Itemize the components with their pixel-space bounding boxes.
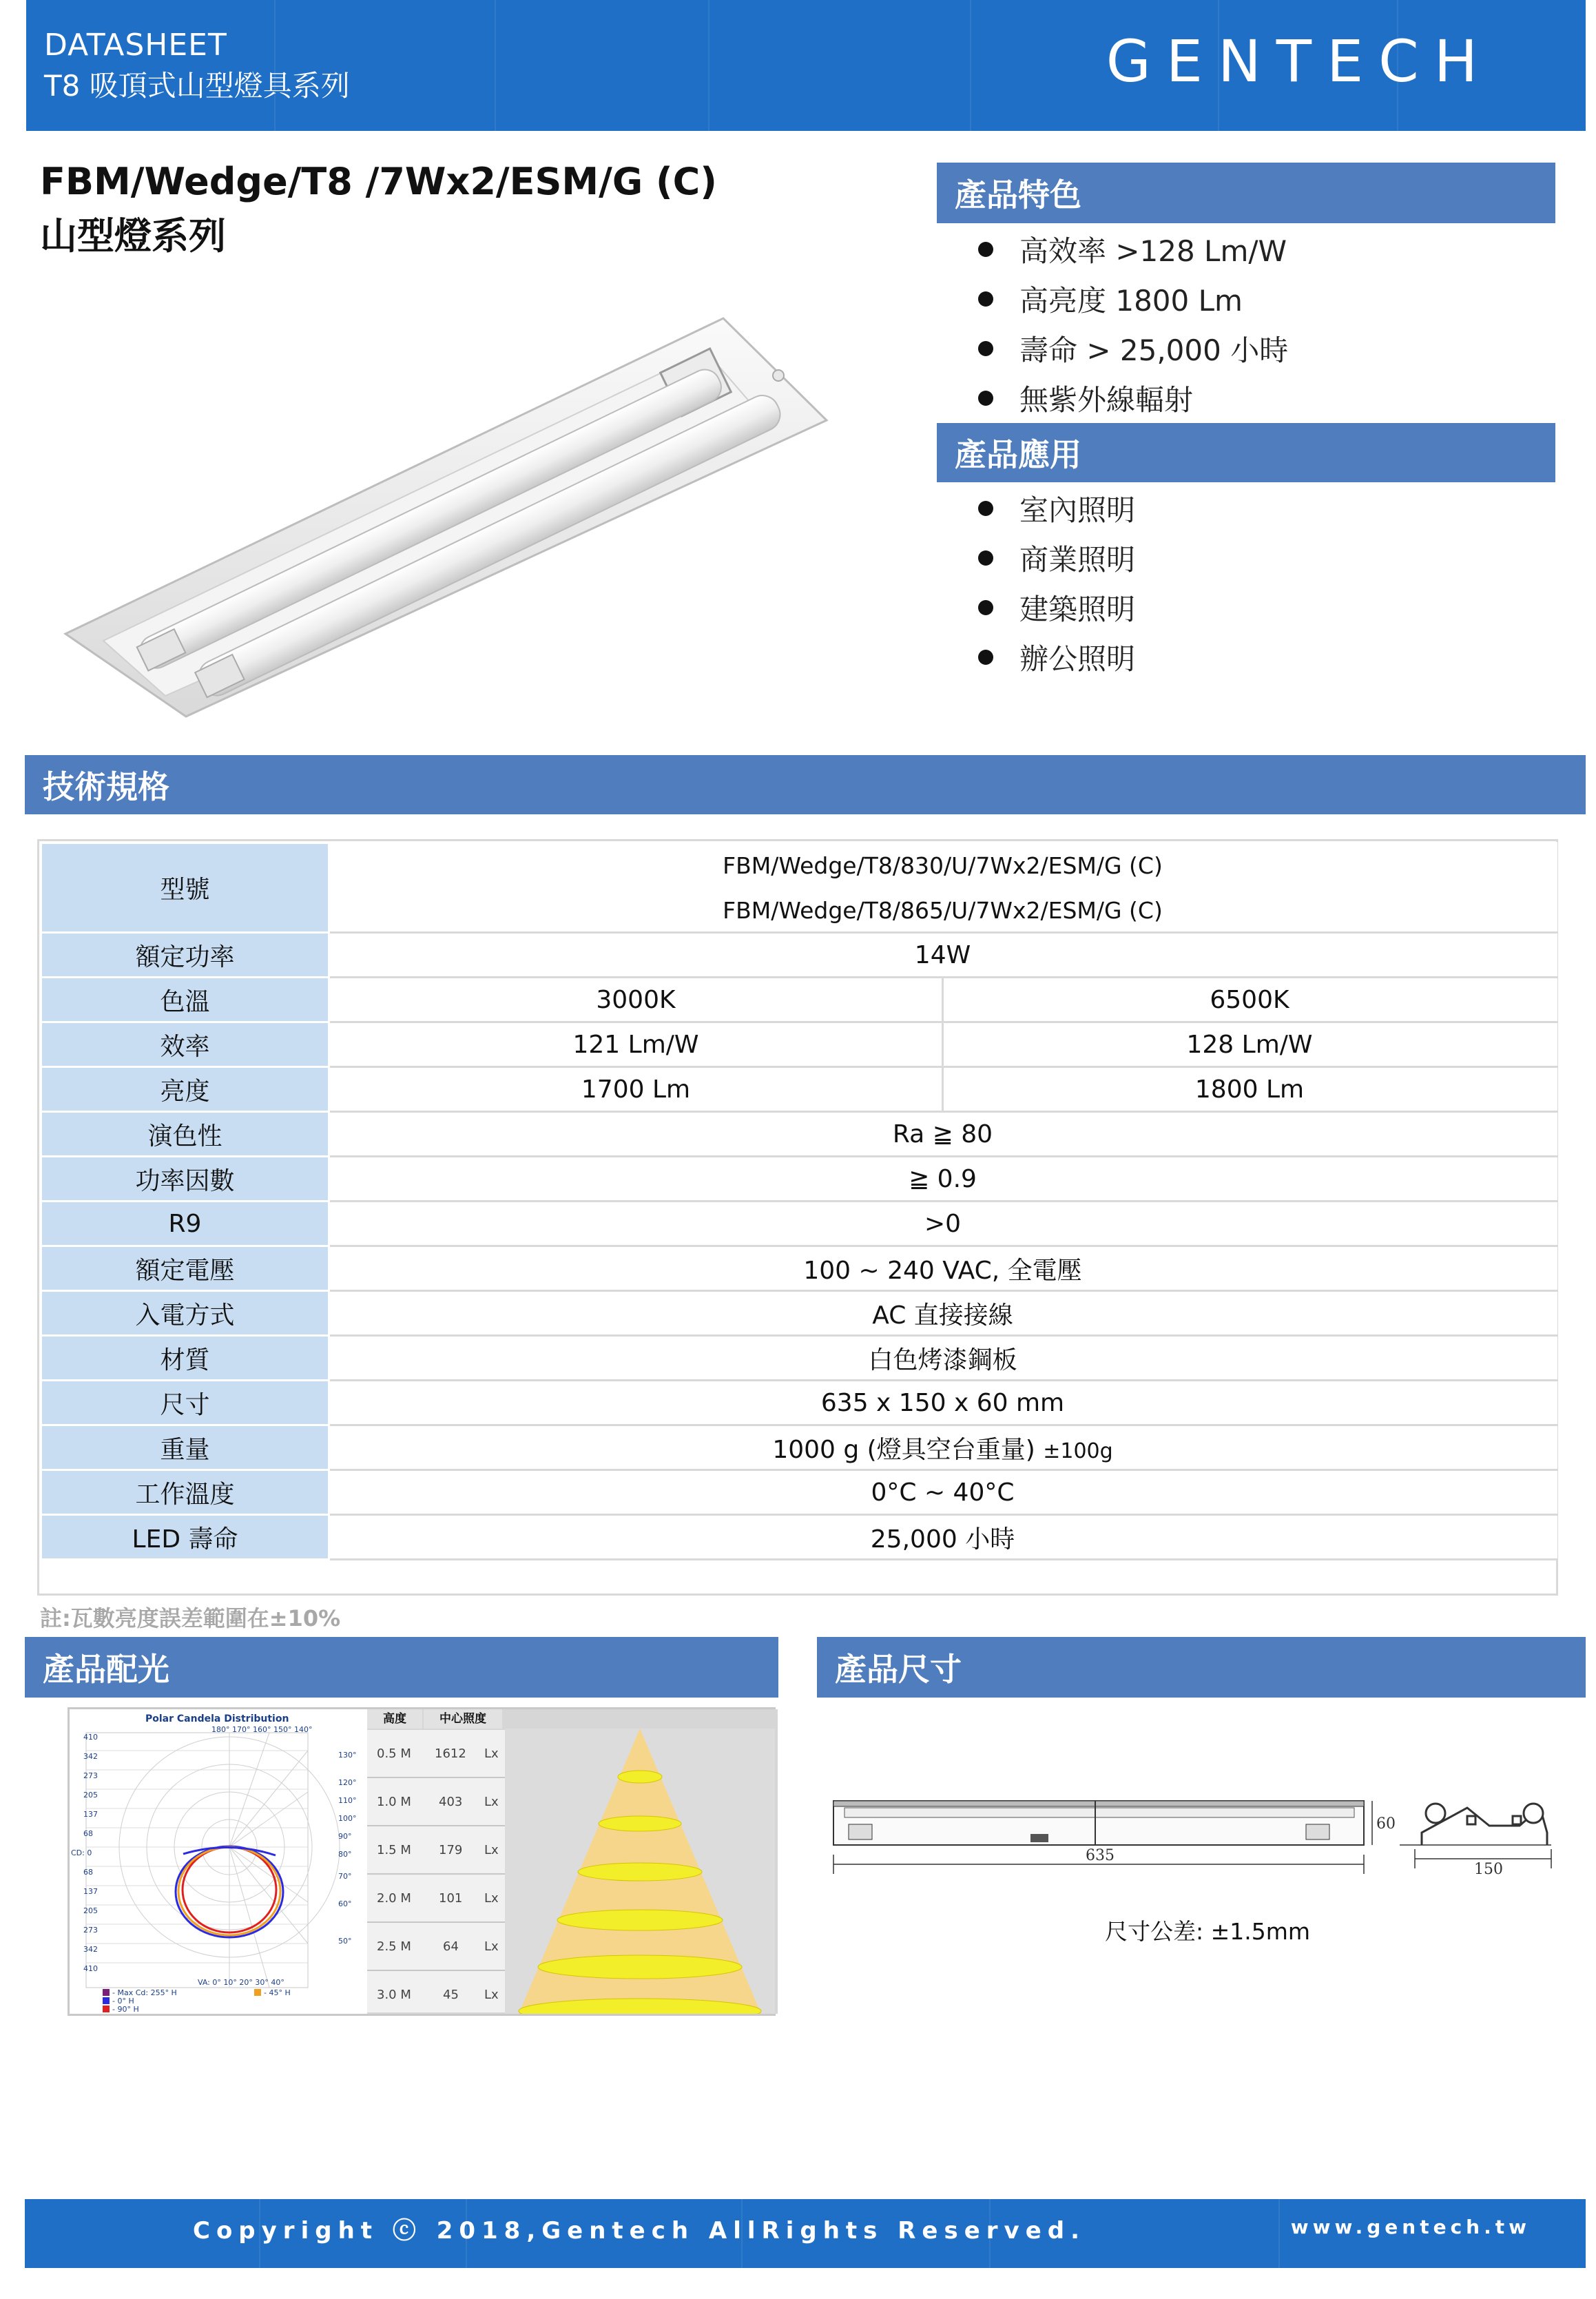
feature-text: 壽命 > 25,000 小時 <box>1019 333 1289 367</box>
polar-right-angle: 130° <box>338 1751 357 1760</box>
table-row <box>41 1246 1557 1291</box>
bullet-icon <box>978 600 993 615</box>
brand-logo: GENTECH <box>1106 28 1493 95</box>
height-dimension: 60 <box>1376 1815 1396 1833</box>
polar-bottom-angles: VA: 0° 10° 20° 30° 40° <box>198 1978 284 1987</box>
spec-value: >0 <box>329 1202 1557 1246</box>
lux-cell: 101 <box>439 1891 463 1906</box>
spec-model-value: FBM/Wedge/T8/830/U/7Wx2/ESM/G (C) <box>329 843 1557 888</box>
spec-label: 亮度 <box>41 1067 329 1112</box>
polar-right-angle: 90° <box>338 1832 352 1841</box>
spec-value: 3000K <box>329 978 943 1022</box>
spec-label: 功率因數 <box>41 1157 329 1202</box>
unit-cell: Lx <box>484 1843 499 1857</box>
spec-value: 14W <box>329 933 1557 978</box>
unit-cell: Lx <box>484 1939 499 1954</box>
polar-left-tick: 273 <box>83 1771 98 1780</box>
spec-value: 25,000 小時 <box>329 1515 1557 1560</box>
spec-label: 材質 <box>41 1336 329 1381</box>
polar-left-tick: 68 <box>83 1868 93 1877</box>
bullet-icon <box>978 501 993 516</box>
lux-cell: 64 <box>443 1939 459 1954</box>
spec-value: 白色烤漆鋼板 <box>329 1336 1557 1381</box>
polar-left-tick: 205 <box>83 1906 98 1915</box>
table-row <box>41 1381 1557 1425</box>
table-row <box>41 1291 1557 1336</box>
spec-label: 額定功率 <box>41 933 329 978</box>
spec-label: 工作溫度 <box>41 1470 329 1515</box>
polar-chart <box>70 1709 367 2014</box>
list-item <box>978 373 1288 423</box>
legend-entry: - 90° H <box>112 2005 139 2014</box>
bullet-icon <box>978 291 993 307</box>
polar-right-angle: 100° <box>338 1814 357 1823</box>
illuminance-table <box>367 1709 778 2014</box>
legend-swatch <box>254 1989 261 1996</box>
polar-left-tick: 137 <box>83 1887 98 1896</box>
tolerance-note: 註:瓦數亮度誤差範圍在±10% <box>40 1605 341 1631</box>
polar-left-tick: 205 <box>83 1791 98 1800</box>
feature-text: 高亮度 1800 Lm <box>1019 284 1243 318</box>
list-item <box>978 533 1135 583</box>
application-text: 建築照明 <box>1019 592 1136 626</box>
table-row <box>41 1470 1557 1515</box>
specs-header: 技術規格 <box>25 755 1586 814</box>
polar-right-angle: 120° <box>338 1778 357 1787</box>
legend-entry: - 45° H <box>264 1988 291 1997</box>
feature-text: 高效率 >128 Lm/W <box>1019 234 1287 268</box>
polar-right-angle: 70° <box>338 1872 352 1881</box>
unit-cell: Lx <box>484 1891 499 1906</box>
spec-label: 色溫 <box>41 978 329 1022</box>
product-photo <box>62 310 847 737</box>
list-item <box>978 484 1135 533</box>
legend-entry: - 0° H <box>112 1997 134 2006</box>
legend-swatch <box>103 1989 110 1996</box>
legend-entry: - Max Cd: 255° H <box>112 1988 177 1997</box>
application-text: 室內照明 <box>1019 493 1136 527</box>
spec-value: 1700 Lm <box>329 1067 943 1112</box>
lux-cell: 179 <box>439 1843 463 1857</box>
datasheet-subtitle: T8 吸頂式山型燈具系列 <box>44 69 350 103</box>
polar-right-angle: 60° <box>338 1899 352 1908</box>
polar-left-tick: 137 <box>83 1810 98 1819</box>
light-cone-diagram <box>505 1729 775 2014</box>
spec-value: 635 x 150 x 60 mm <box>329 1381 1557 1425</box>
table-header-height: 高度 <box>367 1709 422 1729</box>
table-row <box>41 1112 1557 1157</box>
spec-label: 重量 <box>41 1425 329 1470</box>
spec-value: 1800 Lm <box>943 1067 1557 1112</box>
spec-model-value: FBM/Wedge/T8/865/U/7Wx2/ESM/G (C) <box>329 888 1557 933</box>
lux-cell: 1612 <box>435 1746 466 1761</box>
polar-right-angle: 110° <box>338 1796 357 1805</box>
spec-table <box>40 842 1557 1560</box>
spec-label: 尺寸 <box>41 1381 329 1425</box>
table-row <box>41 1515 1557 1560</box>
polar-top-angles: 180° 170° 160° 150° 140° <box>211 1725 313 1734</box>
polar-left-tick: 410 <box>83 1964 98 1973</box>
bullet-icon <box>978 242 993 257</box>
polar-left-tick: 273 <box>83 1926 98 1935</box>
spec-label: 入電方式 <box>41 1291 329 1336</box>
spec-value: ≧ 0.9 <box>329 1157 1557 1202</box>
features-header: 產品特色 <box>937 163 1555 223</box>
list-item <box>978 632 1135 682</box>
bullet-icon <box>978 341 993 356</box>
polar-left-tick: 342 <box>83 1752 98 1761</box>
table-row <box>41 1202 1557 1246</box>
dimension-drawing <box>824 1777 1554 1915</box>
dimensions-header: 產品尺寸 <box>817 1637 1586 1698</box>
table-row <box>367 1778 505 1826</box>
spec-label: 演色性 <box>41 1112 329 1157</box>
table-row <box>41 933 1557 978</box>
polar-left-tick: CD: 0 <box>71 1848 92 1857</box>
height-cell: 2.0 M <box>377 1891 411 1906</box>
spec-value: AC 直接接線 <box>329 1291 1557 1336</box>
height-cell: 1.0 M <box>377 1795 411 1809</box>
website-link[interactable]: www.gentech.tw <box>1290 2216 1531 2238</box>
dimension-tolerance: 尺寸公差: ±1.5mm <box>1105 1918 1311 1945</box>
applications-list <box>978 484 1135 682</box>
application-text: 商業照明 <box>1019 543 1136 577</box>
weight-value: 1000 g (燈具空台重量) <box>772 1435 1035 1464</box>
list-item <box>978 225 1288 274</box>
lux-cell: 45 <box>443 1988 459 2002</box>
legend-swatch <box>103 1997 110 2004</box>
table-row <box>41 978 1557 1022</box>
spec-value: 121 Lm/W <box>329 1022 943 1067</box>
spec-label: LED 壽命 <box>41 1515 329 1560</box>
table-row <box>41 1157 1557 1202</box>
height-cell: 1.5 M <box>377 1843 411 1857</box>
spec-value: Ra ≧ 80 <box>329 1112 1557 1157</box>
features-list <box>978 225 1288 423</box>
table-row <box>41 1022 1557 1067</box>
legend-swatch <box>103 2006 110 2012</box>
lux-cell: 403 <box>439 1795 463 1809</box>
bullet-icon <box>978 550 993 566</box>
table-row <box>41 1336 1557 1381</box>
applications-header: 產品應用 <box>937 423 1555 482</box>
product-model-title: FBM/Wedge/T8 /7Wx2/ESM/G (C) <box>40 160 717 203</box>
polar-right-angle: 50° <box>338 1937 352 1946</box>
length-dimension: 635 <box>1086 1847 1115 1864</box>
table-row <box>41 843 1557 888</box>
table-row <box>41 1067 1557 1112</box>
unit-cell: Lx <box>484 1988 499 2002</box>
polar-left-tick: 342 <box>83 1945 98 1954</box>
list-item <box>978 583 1135 632</box>
polar-left-tick: 410 <box>83 1733 98 1742</box>
spec-label: R9 <box>41 1202 329 1246</box>
table-row <box>367 1730 505 1778</box>
width-dimension: 150 <box>1474 1861 1503 1878</box>
illuminance-rows <box>367 1730 505 2012</box>
datasheet-label: DATASHEET <box>44 28 227 63</box>
spec-value: 0°C ~ 40°C <box>329 1470 1557 1515</box>
copyright-text: Copyright ⓒ 2018,Gentech AllRights Reserved. <box>193 2217 1086 2245</box>
weight-tolerance: ±100g <box>1043 1439 1113 1463</box>
height-cell: 3.0 M <box>377 1988 411 2002</box>
table-row <box>41 1425 1557 1470</box>
spec-label: 效率 <box>41 1022 329 1067</box>
photometry-panel <box>68 1707 776 2016</box>
unit-cell: Lx <box>484 1795 499 1809</box>
table-row <box>367 1971 505 2012</box>
table-header-lux: 中心照度 <box>424 1709 502 1729</box>
spec-value: 100 ~ 240 VAC, 全電壓 <box>329 1246 1557 1291</box>
spec-value: 128 Lm/W <box>943 1022 1557 1067</box>
spec-label: 型號 <box>41 843 329 933</box>
table-row <box>367 1826 505 1875</box>
feature-text: 無紫外線輻射 <box>1019 383 1194 417</box>
product-series-title: 山型燈系列 <box>40 214 226 258</box>
spec-value: 6500K <box>943 978 1557 1022</box>
height-cell: 2.5 M <box>377 1939 411 1954</box>
list-item <box>978 274 1288 324</box>
height-cell: 0.5 M <box>377 1746 411 1761</box>
list-item <box>978 324 1288 373</box>
spec-value <box>329 1425 1557 1470</box>
spec-label: 額定電壓 <box>41 1246 329 1291</box>
unit-cell: Lx <box>484 1746 499 1761</box>
table-row <box>367 1875 505 1923</box>
polar-title: Polar Candela Distribution <box>145 1713 289 1724</box>
polar-left-tick: 68 <box>83 1829 93 1838</box>
bullet-icon <box>978 650 993 665</box>
polar-right-angle: 80° <box>338 1850 352 1859</box>
photometry-header: 產品配光 <box>25 1637 778 1698</box>
table-row <box>367 1923 505 1971</box>
bullet-icon <box>978 391 993 406</box>
application-text: 辦公照明 <box>1019 642 1136 676</box>
